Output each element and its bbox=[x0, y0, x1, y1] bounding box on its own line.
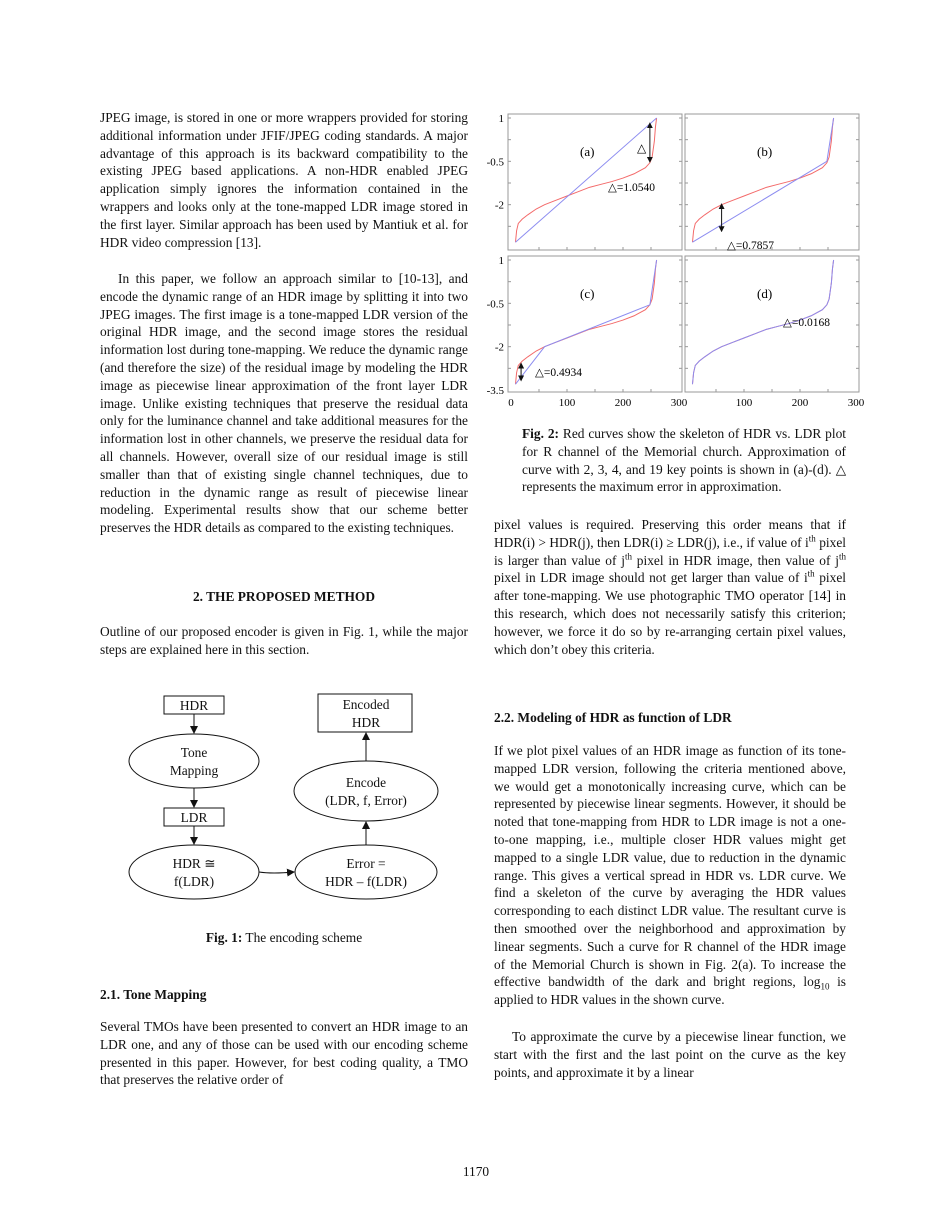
text: pixel in HDR image, then value of j bbox=[631, 552, 839, 568]
sup: th bbox=[838, 551, 846, 562]
caption-label: Fig. 2: bbox=[522, 426, 559, 441]
delta-mark: △ bbox=[637, 141, 647, 155]
flow-label: HDR – f(LDR) bbox=[325, 874, 407, 889]
flow-label: Tone bbox=[180, 745, 208, 760]
paragraph bbox=[494, 742, 846, 1009]
approximation-curve bbox=[515, 118, 656, 242]
y-tick-label: -2 bbox=[494, 199, 504, 212]
flow-label: f(LDR) bbox=[173, 874, 215, 889]
caption-text: The encoding scheme bbox=[242, 930, 363, 945]
caption-text: Red curves show the skeleton of HDR vs. LDR plot for R channel of the Memorial church. Approximation of curve with 2, 3, 4, and 19 key points is shown in (a)-(d). △ represents the maximum error in approximation. bbox=[522, 426, 846, 495]
text: is applied to HDR values in the shown curve. bbox=[494, 974, 847, 1008]
y-tick-label: 1 bbox=[498, 255, 504, 267]
panel-frame bbox=[508, 114, 682, 250]
paragraph: JPEG image, is stored in one or more wrappers provided for storing additional information under JFIF/JPEG coding standards. A major advantage of this approach is its backward compatibility to the existing JPEG based applications. A non-HDR enabled JPEG application simply ignores the information contained in the wrappers and looks only at the tone-mapped LDR image stored in the first layer. Similar approach has been used by Mantiuk et al. for HDR video compression [13]. bbox=[100, 110, 468, 250]
y-tick-label: 1 bbox=[498, 113, 504, 125]
x-tick-label: 200 bbox=[614, 397, 632, 409]
panel-label: (c) bbox=[580, 286, 595, 301]
paragraph: In this paper, we follow an approach similar to [10-13], and encode the dynamic range of an HDR image by splitting it into two JPEG images. The first image is a tone-mapped LDR version of the original HDR image, and the second image stores the residual information lost during tone-mapping. We reduce the dynamic range (and therefore the size) of the residual image by modeling the HDR image as piecewise linear approximation of the front layer LDR image. Unlike existing techniques that preserve the residual data only for the luminance channel and take additional measures for the information lost in other channels, we preserve the residual data for all channels. However, overall size of our residual image is still smaller than that of existing single channel techniques, due to reduction in the dynamic range as result of piecewise linear modeling. Experimental results show that our scheme better preserves the HDR details as compared to the existing techniques. bbox=[100, 271, 468, 536]
x-tick-label: 200 bbox=[791, 397, 809, 409]
figure-2-chart bbox=[480, 108, 870, 413]
caption-label: Fig. 1: bbox=[205, 930, 243, 945]
encode-node bbox=[294, 761, 438, 821]
flow-label: Error = bbox=[346, 856, 386, 871]
paragraph: To approximate the curve by a piecewise linear function, we start with the first and the last point on the curve as the key points, and approximate it by a linear bbox=[494, 1029, 846, 1080]
error-node bbox=[295, 845, 437, 899]
sup: th bbox=[624, 551, 632, 562]
text: pixel is larger than value of j bbox=[494, 534, 846, 568]
panel-frame bbox=[685, 256, 859, 392]
page-number: 1170 bbox=[462, 1164, 490, 1179]
panel-label: (d) bbox=[757, 286, 773, 301]
x-tick-label: 100 bbox=[735, 397, 753, 409]
approximation-curve bbox=[692, 118, 833, 242]
delta-label: △=0.0168 bbox=[783, 317, 830, 329]
approximation-curve bbox=[515, 260, 656, 384]
paragraph bbox=[494, 516, 846, 658]
text: pixel after tone-mapping. We use photographic TMO operator [14] in this research, which does not necessarily satisfy this criterion; however, we force it do so by re-arranging certain pixel values, which don’t obey this criteria. bbox=[494, 570, 846, 657]
paragraph: Several TMOs have been presented to convert an HDR image to an LDR one, and any of those can be used with our encoding scheme presented in this paper. However, for best coding quality, a TMO that preserves the relative order of bbox=[100, 1019, 468, 1088]
delta-label: △=1.0540 bbox=[608, 182, 655, 194]
x-tick-label: 0 bbox=[508, 397, 514, 409]
flow-label: HDR bbox=[179, 698, 209, 713]
panel-label: (a) bbox=[580, 144, 595, 159]
flow-label: Encoded bbox=[342, 697, 390, 712]
y-tick-label: -0.5 bbox=[486, 156, 504, 169]
subsection-heading: 2.1. Tone Mapping bbox=[100, 987, 207, 1002]
skeleton-curve bbox=[515, 260, 656, 384]
section-heading: 2. THE PROPOSED METHOD bbox=[192, 589, 376, 604]
flow-label: LDR bbox=[180, 810, 208, 825]
y-tick-label: -3.5 bbox=[486, 385, 504, 397]
sub: 10 bbox=[820, 982, 830, 993]
sup: th bbox=[808, 533, 816, 544]
sup: th bbox=[807, 568, 815, 579]
flow-label: HDR ≅ bbox=[172, 856, 216, 871]
flow-label: HDR bbox=[351, 715, 381, 730]
figure-1-caption bbox=[100, 930, 468, 946]
flow-label: (LDR, f, Error) bbox=[325, 793, 407, 808]
flow-label: Mapping bbox=[169, 763, 219, 778]
panel-label: (b) bbox=[757, 144, 773, 159]
fit-node bbox=[129, 845, 259, 899]
tone-mapping-node bbox=[129, 734, 259, 788]
paragraph: Outline of our proposed encoder is given in Fig. 1, while the major steps are explained here in this section. bbox=[100, 624, 468, 657]
delta-label: △=0.7857 bbox=[727, 240, 774, 252]
subsection-heading: 2.2. Modeling of HDR as function of LDR bbox=[494, 710, 732, 725]
figure-2-caption bbox=[522, 425, 846, 496]
flow-label: Encode bbox=[345, 775, 387, 790]
y-tick-label: -0.5 bbox=[486, 298, 504, 311]
text: If we plot pixel values of an HDR image as function of its tone-mapped LDR version, following the criteria mentioned above, we would get a monotonically increasing curve, which can be represented by piecewise linear segments. However, it should be noted that tone-mapping from HDR to LDR image is not a one-to-one mapping, i.e., multiple closer HDR values might get mapped to a single LDR value, due to reduction in the dynamic range. This gives a vertical spread in HDR vs. LDR curve. We find a skeleton of the curve by averaging the HDR values corresponding to each distinct LDR value. The resultant curve is then smoothed over the neighborhood and approximation by linear segments. Such a curve for R channel of the HDR image of the Memorial Church is shown in Fig. 2(a). To increase the effective bandwidth of the dark and bright regions, log bbox=[494, 743, 846, 990]
delta-label: △=0.4934 bbox=[535, 367, 582, 379]
panel-frame bbox=[685, 114, 859, 250]
x-tick-label: 100 bbox=[558, 397, 576, 409]
skeleton-curve bbox=[692, 118, 833, 242]
x-tick-label: 300 bbox=[847, 397, 865, 409]
x-tick-label: 300 bbox=[670, 397, 688, 409]
text: pixel values is required. Preserving this order means that if HDR(i) > HDR(j), then LDR(i) ≥ LDR(j), i.e., if value of i bbox=[494, 517, 846, 550]
y-tick-label: -2 bbox=[494, 341, 504, 354]
text: pixel in LDR image should not get larger than value of i bbox=[494, 570, 808, 586]
